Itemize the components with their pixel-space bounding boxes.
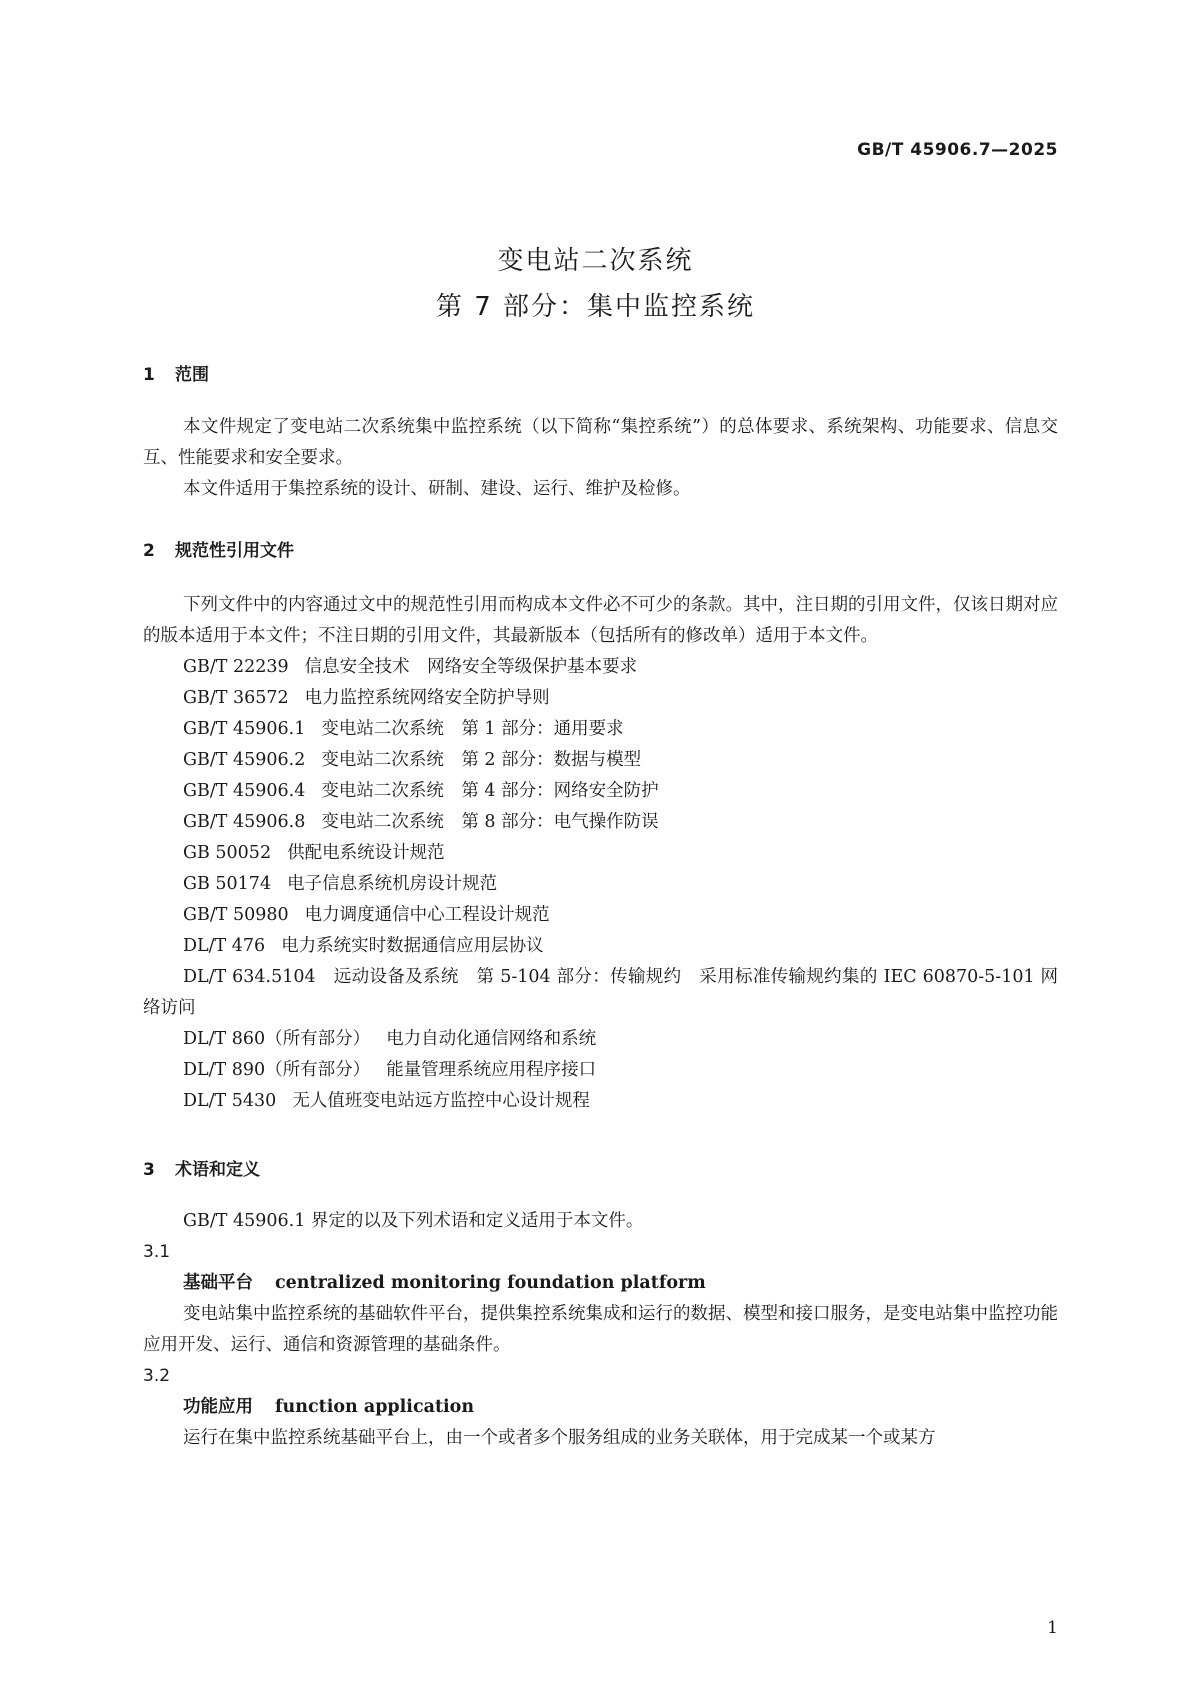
term-chinese: 功能应用 [183, 1397, 253, 1417]
term-number: 3.1 [143, 1242, 171, 1262]
reference-item-long: DL/T 634.5104 远动设备及系统 第 5-104 部分：传输规约 采用标准传输规约集的 IEC 60870-5-101 网络访问 [143, 967, 1058, 1018]
section-1-heading [143, 360, 209, 385]
reference-item: GB/T 50980 电力调度通信中心工程设计规范 [183, 905, 550, 925]
section-title: 术语和定义 [175, 1160, 260, 1180]
document-code: GB/T 45906.7—2025 [857, 140, 1058, 160]
reference-item: GB/T 45906.4 变电站二次系统 第 4 部分：网络安全防护 [183, 781, 659, 801]
paragraph: 本文件规定了变电站二次系统集中监控系统（以下简称“集控系统”）的总体要求、系统架构、功能要求、信息交互、性能要求和安全要求。 [143, 417, 1058, 468]
term-entry [143, 1361, 1058, 1454]
section-title: 范围 [175, 365, 209, 385]
term-entry [143, 1237, 1058, 1361]
page-number: 1 [1047, 1618, 1058, 1638]
section-2-heading [143, 536, 294, 561]
title-line-1: 变电站二次系统 [497, 246, 694, 276]
reference-list [143, 652, 1058, 1117]
paragraph: 下列文件中的内容通过文中的规范性引用而构成本文件必不可少的条款。其中，注日期的引用文件，仅该日期对应的版本适用于本文件；不注日期的引用文件，其最新版本（包括所有的修改单）适用于本文件。 [143, 595, 1058, 646]
term-definition: 变电站集中监控系统的基础软件平台，提供集控系统集成和运行的数据、模型和接口服务，是变电站集中监控功能应用开发、运行、通信和资源管理的基础条件。 [143, 1304, 1058, 1355]
reference-item: GB/T 36572 电力监控系统网络安全防护导则 [183, 688, 550, 708]
reference-item: GB/T 22239 信息安全技术 网络安全等级保护基本要求 [183, 657, 638, 677]
title-line-2: 第 7 部分：集中监控系统 [435, 292, 756, 322]
paragraph: 本文件适用于集控系统的设计、研制、建设、运行、维护及检修。 [183, 479, 691, 499]
reference-item: GB 50174 电子信息系统机房设计规范 [183, 874, 498, 894]
term-number: 3.2 [143, 1366, 171, 1386]
term-english: function application [275, 1397, 475, 1417]
reference-item: GB/T 45906.8 变电站二次系统 第 8 部分：电气操作防误 [183, 812, 659, 832]
term-english: centralized monitoring foundation platform [275, 1273, 706, 1293]
document-title [0, 238, 1191, 330]
term-chinese: 基础平台 [183, 1273, 253, 1293]
paragraph: GB/T 45906.1 界定的以及下列术语和定义适用于本文件。 [183, 1211, 644, 1231]
reference-item: GB 50052 供配电系统设计规范 [183, 843, 445, 863]
reference-item: DL/T 476 电力系统实时数据通信应用层协议 [183, 936, 544, 956]
section-3-heading [143, 1155, 260, 1180]
section-title: 规范性引用文件 [175, 541, 294, 561]
section-number: 1 [143, 365, 155, 385]
section-number: 3 [143, 1160, 155, 1180]
term-name [143, 1268, 1058, 1299]
section-2-body [143, 590, 1058, 1117]
reference-item: DL/T 890（所有部分） 能量管理系统应用程序接口 [183, 1060, 597, 1080]
reference-item: GB/T 45906.2 变电站二次系统 第 2 部分：数据与模型 [183, 750, 642, 770]
term-definition: 运行在集中监控系统基础平台上，由一个或者多个服务组成的业务关联体，用于完成某一个或某方 [183, 1428, 936, 1448]
section-number: 2 [143, 541, 155, 561]
section-3-body [143, 1206, 1058, 1454]
section-1-body [143, 412, 1058, 505]
reference-item: DL/T 5430 无人值班变电站远方监控中心设计规程 [183, 1091, 590, 1111]
reference-item: GB/T 45906.1 变电站二次系统 第 1 部分：通用要求 [183, 719, 624, 739]
reference-item: DL/T 860（所有部分） 电力自动化通信网络和系统 [183, 1029, 597, 1049]
term-name [143, 1392, 1058, 1423]
